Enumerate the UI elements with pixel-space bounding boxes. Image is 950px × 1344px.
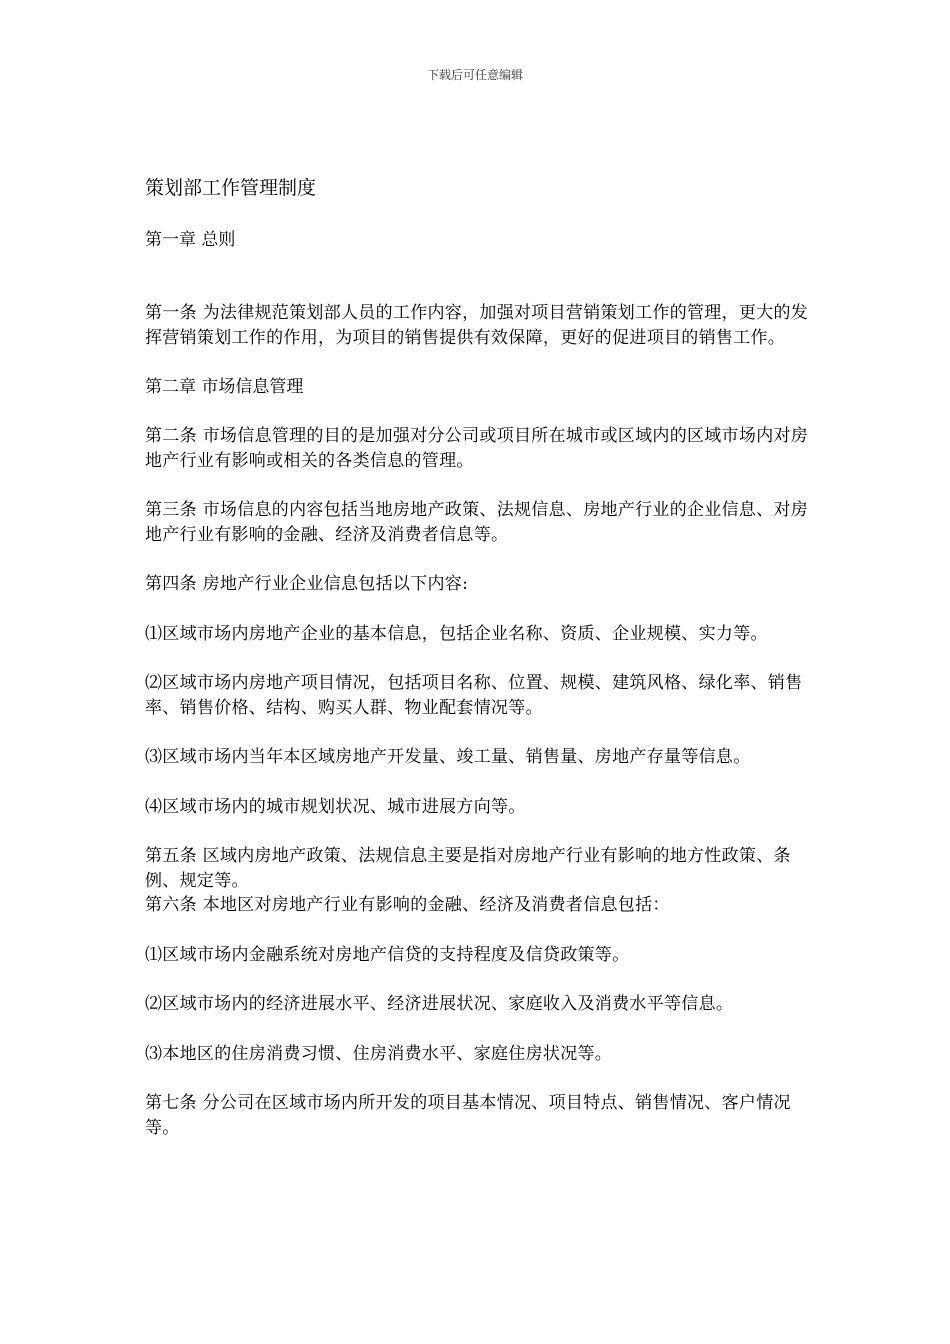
list-item: ⑶区域市场内当年本区域房地产开发量、竣工量、销售量、房地产存量等信息。 (145, 747, 751, 767)
list-item: ⑴区域市场内房地产企业的基本信息，包括企业名称、资质、企业规模、实力等。 (145, 623, 768, 644)
article-7: 第七条 分公司在区域市场内所开发的项目基本情况、项目特点、销售情况、客户情况等。 (145, 1093, 791, 1138)
article-5: 第五条 区域内房地产政策、法规信息主要是指对房地产行业有影响的地方性政策、条例、规定等。 (145, 846, 791, 891)
chapter-heading-1: 第一章 总则 (145, 230, 236, 250)
article-4: 第四条 房地产行业企业信息包括以下内容: (145, 574, 469, 594)
article-6: 第六条 本地区对房地产行业有影响的金融、经济及消费者信息包括： (145, 895, 670, 915)
article-1: 第一条 为法律规范策划部人员的工作内容，加强对项目营销策划工作的管理，更大的发挥营销策划工作的作用，为项目的销售提供有效保障，更好的促进项目的销售工作。 (145, 303, 809, 348)
chapter-heading-2: 第二章 市场信息管理 (145, 377, 304, 397)
document-title: 策划部工作管理制度 (145, 177, 317, 199)
list-item: ⑴区域市场内金融系统对房地产信贷的支持程度及信贷政策等。 (145, 944, 630, 965)
page-header: 下载后可任意编辑 (426, 68, 523, 82)
document-body (145, 176, 813, 1140)
article-2: 第二条 市场信息管理的目的是加强对分公司或项目所在城市或区域内的区域市场内对房地产行业有影响或相关的各类信息的管理。 (145, 426, 809, 471)
list-item: ⑵区域市场内的经济进展水平、经济进展状况、家庭收入及消费水平等信息。 (145, 994, 734, 1014)
list-item: ⑵区域市场内房地产项目情况，包括项目名称、位置、规模、建筑风格、绿化率、销售率、销售价格、结构、购买人群、物业配套情况等。 (145, 673, 803, 718)
list-item: ⑶本地区的住房消费习惯、住房消费水平、家庭住房状况等。 (145, 1043, 613, 1064)
article-3: 第三条 市场信息的内容包括当地房地产政策、法规信息、房地产行业的企业信息、对房地产行业有影响的金融、经济及消费者信息等。 (145, 500, 809, 545)
list-item: ⑷区域市场内的城市规划状况、城市进展方向等。 (145, 796, 526, 817)
